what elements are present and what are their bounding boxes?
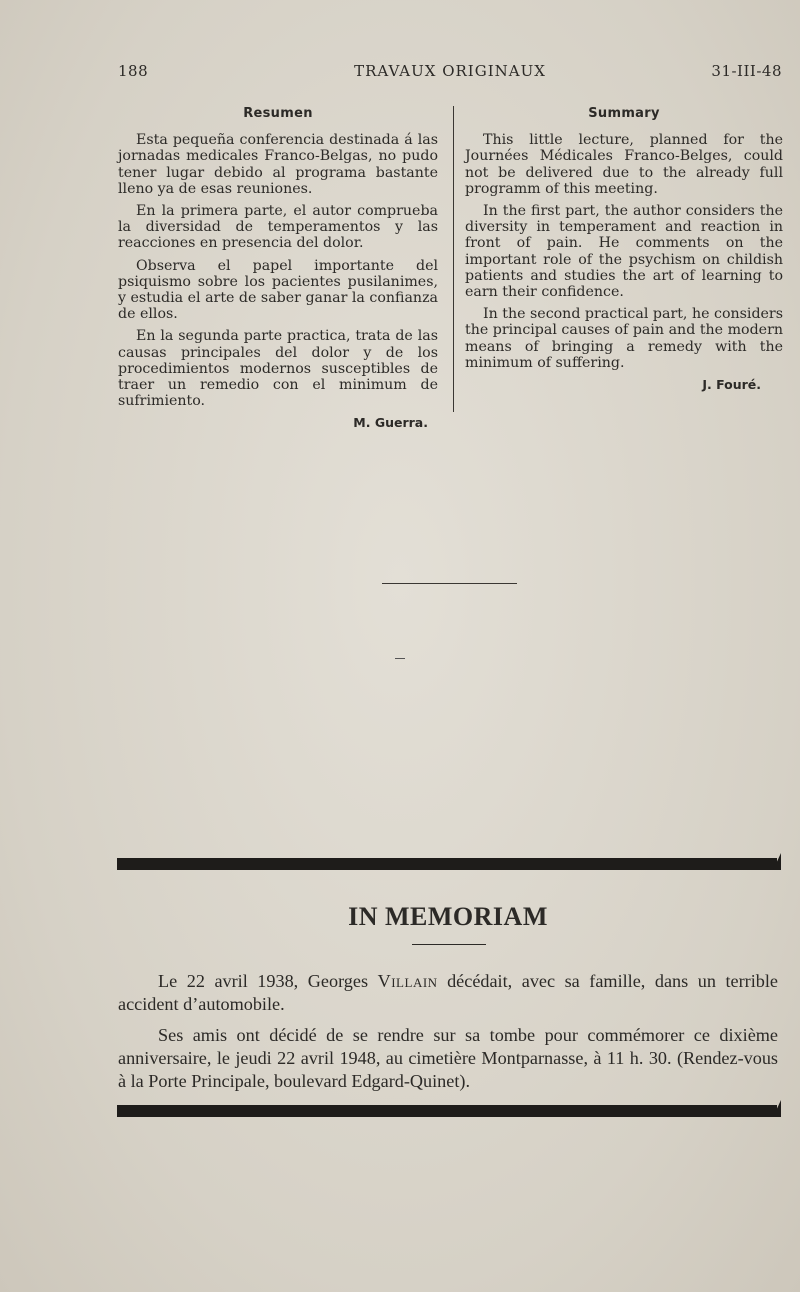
page-number: 188 (118, 62, 149, 80)
resumen-signature: M. Guerra. (353, 415, 428, 431)
summary-signature: J. Fouré. (702, 377, 761, 393)
journal-section-title: TRAVAUX ORIGINAUX (354, 62, 546, 80)
resumen-paragraph: Observa el papel importante del psiquismo sobre los pacientes pusilanimes, y estudia el arte de saber ganar la confianza de ellos. (118, 257, 438, 323)
running-header (118, 62, 782, 84)
memoriam-top-band (117, 858, 777, 870)
issue-date: 31-III-48 (711, 62, 782, 80)
resumen-heading: Resumen (243, 106, 313, 121)
memoriam-paragraph-2: Ses amis ont décidé de se rendre sur sa tombe pour commémorer ce dixième anniversaire, le jeudi 22 avril 1948, au cimetière Montparnasse, à 11 h. 30. (Rendez-vous à la Porte Principale, boulevard Edgard-Quinet). (118, 1025, 778, 1091)
column-divider (453, 106, 454, 412)
memoriam-text-after-name: décédait, avec sa famille, dans un terrible accident d’automobile. (118, 971, 778, 1014)
memoriam-name: Villain (377, 971, 438, 991)
small-dash (395, 658, 405, 659)
memoriam-paragraph-1 (118, 970, 778, 1016)
resumen-column (118, 106, 438, 432)
resumen-paragraph: Esta pequeña conferencia destinada á las jornadas medicales Franco-Belgas, no pudo tener lugar debido al programa bastante lleno ya de esas reuniones. (118, 132, 438, 197)
memoriam-text (118, 970, 778, 1101)
summary-paragraph: This little lecture, planned for the Journées Médicales Franco-Belges, could not be delivered due to the already full programm of this meeting. (465, 132, 783, 197)
section-rule (382, 583, 517, 584)
memoriam-bottom-band (117, 1105, 777, 1117)
memoriam-title-rule (412, 944, 486, 945)
memoriam-title: IN MEMORIAM (348, 902, 548, 931)
resumen-paragraph: En la primera parte, el autor comprueba la diversidad de temperamentos y las reacciones en presencia del dolor. (118, 203, 438, 252)
summary-paragraph: In the second practical part, he considers the principal causes of pain and the modern means of bringing a remedy with the minimum of suffering. (465, 306, 783, 371)
summary-paragraph: In the first part, the author considers the diversity in temperament and reaction in front of pain. He comments on the important role of the psychism on childish patients and studies the art of learning to earn their confidence. (465, 203, 783, 301)
resumen-paragraph: En la segunda parte practica, trata de las causas principales del dolor y de los procedimientos modernos susceptibles de traer un remedio con el minimum de sufrimiento. (118, 328, 438, 410)
summary-heading: Summary (588, 106, 660, 121)
memoriam-text-before-name: Le 22 avril 1938, Georges (158, 971, 378, 991)
summary-column (465, 106, 783, 393)
